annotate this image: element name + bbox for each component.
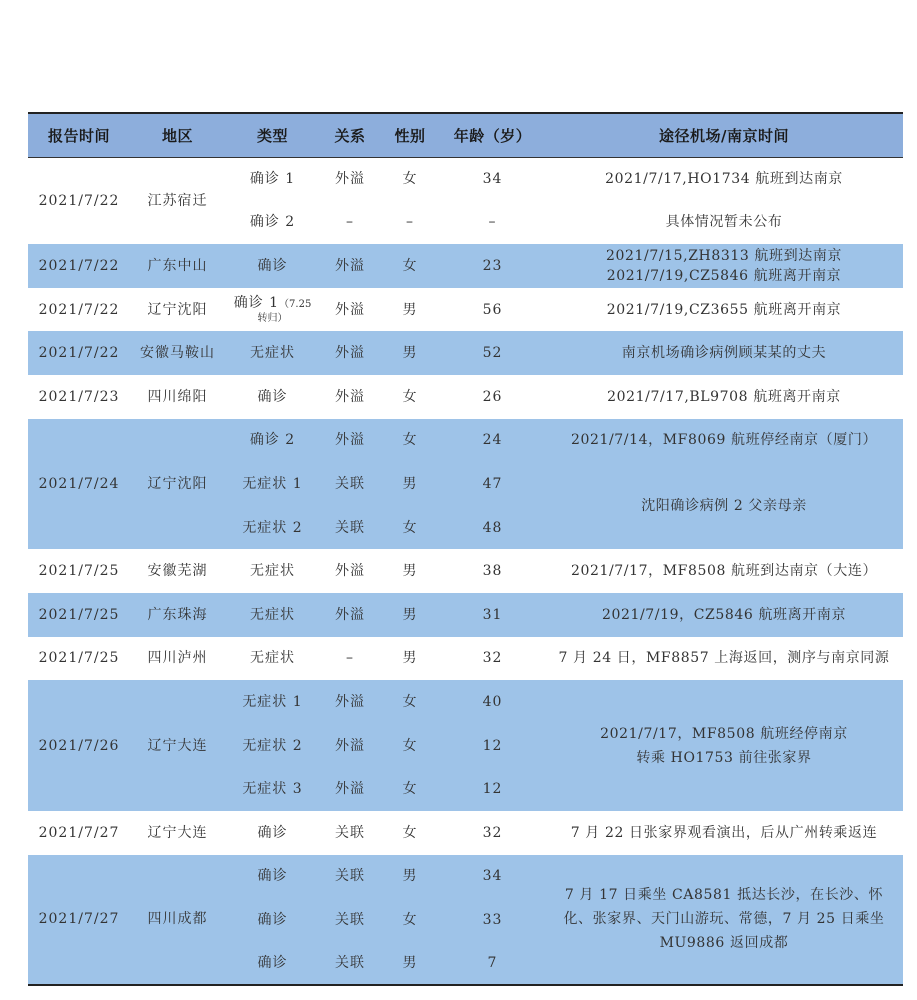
header-row [28, 113, 903, 157]
age-cell: 7 [440, 942, 545, 986]
relation-cell: 外溢 [335, 563, 365, 580]
table-row [28, 419, 903, 463]
gender-cell: 女 [380, 767, 440, 811]
header-relation: 关系 [320, 113, 380, 157]
route-line: 转乘 HO1753 前往张家界 [636, 749, 812, 766]
case-type-cell [225, 288, 320, 332]
age-cell: 12 [440, 724, 545, 768]
table-row [28, 375, 903, 419]
gender-cell: 女 [380, 898, 440, 942]
region-cell: 四川成都 [130, 855, 225, 986]
table-row [28, 680, 903, 724]
report-date-cell: 2021/7/25 [38, 650, 120, 667]
relation-cell: 外溢 [335, 301, 365, 318]
relation-cell: – [346, 650, 354, 667]
region-cell: 辽宁大连 [147, 824, 208, 841]
relation-cell: 外溢 [320, 680, 380, 724]
report-date-cell: 2021/7/27 [28, 855, 130, 986]
relation-cell: 外溢 [320, 593, 380, 637]
case-type-cell: 确诊 [225, 244, 320, 288]
route-cell [545, 462, 903, 549]
age-cell: 24 [440, 419, 545, 463]
report-date-cell: 2021/7/26 [28, 680, 130, 811]
route-line: 2021/7/17，MF8508 航班经停南京 [600, 725, 848, 742]
age-cell: 33 [440, 898, 545, 942]
region-cell: 四川泸州 [147, 650, 208, 667]
report-date-cell: 2021/7/22 [28, 244, 130, 288]
case-type-label: 确诊 1 [233, 294, 280, 311]
region-cell: 安徽芜湖 [147, 563, 208, 580]
gender-cell: 男 [380, 855, 440, 899]
header-region: 地区 [130, 113, 225, 157]
gender-cell: 女 [402, 171, 418, 188]
header-route: 途径机场/南京时间 [545, 113, 903, 157]
case-type-cell: 无症状 2 [225, 724, 320, 768]
age-cell: 31 [440, 593, 545, 637]
header-gender: 性别 [380, 113, 440, 157]
relation-cell: – [346, 214, 354, 231]
gender-cell: 女 [380, 506, 440, 550]
age-cell: 32 [482, 824, 503, 841]
report-date-cell: 2021/7/25 [38, 563, 120, 580]
relation-cell: 关联 [320, 942, 380, 986]
relation-cell: 关联 [320, 506, 380, 550]
gender-cell: 女 [402, 824, 418, 841]
gender-cell: – [406, 214, 414, 231]
route-line: MU9886 返回成都 [659, 935, 789, 952]
route-line: 2021/7/17,BL9708 航班离开南京 [607, 388, 841, 405]
case-type-cell: 确诊 2 [225, 419, 320, 463]
region-cell: 广东中山 [130, 244, 225, 288]
route-cell [545, 680, 903, 811]
case-type-cell: 确诊 2 [249, 214, 296, 231]
age-cell: 34 [440, 855, 545, 899]
age-cell: 52 [440, 331, 545, 375]
route-line: 7 月 17 日乘坐 CA8581 抵达长沙，在长沙、怀 [564, 887, 884, 904]
header-type: 类型 [225, 113, 320, 157]
relation-cell: 外溢 [335, 171, 365, 188]
case-type-cell: 确诊 [225, 942, 320, 986]
route-line: 7 月 22 日张家界观看演出，后从广州转乘返连 [570, 824, 878, 841]
table-row [28, 855, 903, 899]
route-line: 2021/7/17，MF8508 航班到达南京（大连） [570, 563, 878, 580]
gender-cell: 男 [380, 942, 440, 986]
report-date-cell: 2021/7/22 [28, 331, 130, 375]
table-row [28, 157, 903, 201]
gender-cell: 女 [380, 724, 440, 768]
region-cell: 辽宁大连 [130, 680, 225, 811]
age-cell: 38 [482, 563, 503, 580]
table-row [28, 288, 903, 332]
route-cell [545, 244, 903, 288]
route-cell [545, 331, 903, 375]
gender-cell: 男 [380, 331, 440, 375]
case-type-cell: 无症状 3 [225, 767, 320, 811]
report-date-cell: 2021/7/27 [38, 824, 120, 841]
route-line: 南京机场确诊病例顾某某的丈夫 [621, 345, 827, 362]
relation-cell: 外溢 [320, 331, 380, 375]
route-line: 2021/7/19,CZ5846 航班离开南京 [606, 267, 842, 284]
age-cell: – [488, 214, 497, 231]
gender-cell: 男 [380, 593, 440, 637]
case-type-cell: 无症状 [225, 331, 320, 375]
route-cell [545, 637, 903, 681]
table-row [28, 811, 903, 855]
case-type-cell: 无症状 2 [225, 506, 320, 550]
gender-cell: 女 [380, 419, 440, 463]
report-date-cell: 2021/7/23 [38, 388, 120, 405]
gender-cell: 女 [380, 244, 440, 288]
relation-cell: 外溢 [320, 767, 380, 811]
route-line: 2021/7/17,HO1734 航班到达南京 [605, 171, 843, 188]
case-type-cell: 无症状 1 [225, 462, 320, 506]
route-cell [545, 157, 903, 201]
region-cell: 辽宁沈阳 [130, 419, 225, 550]
case-type-cell: 无症状 [250, 650, 295, 667]
route-line: 沈阳确诊病例 2 父亲母亲 [641, 497, 807, 514]
relation-cell: 关联 [320, 855, 380, 899]
report-date-cell: 2021/7/24 [28, 419, 130, 550]
route-cell [545, 201, 903, 245]
relation-cell: 关联 [335, 824, 365, 841]
age-cell: 23 [440, 244, 545, 288]
case-type-note: 转归） [257, 312, 288, 324]
gender-cell: 男 [380, 462, 440, 506]
route-line: 7 月 24 日，MF8857 上海返回，测序与南京同源 [558, 650, 890, 667]
table-row [28, 549, 903, 593]
route-cell [545, 811, 903, 855]
age-cell: 48 [440, 506, 545, 550]
route-line: 2021/7/15,ZH8313 航班到达南京 [605, 247, 843, 264]
region-cell: 江苏宿迁 [147, 192, 208, 209]
case-type-cell: 确诊 [225, 898, 320, 942]
gender-cell: 男 [402, 650, 418, 667]
gender-cell: 男 [402, 563, 418, 580]
relation-cell: 关联 [320, 462, 380, 506]
table-row [28, 637, 903, 681]
report-date-cell: 2021/7/22 [38, 192, 120, 209]
relation-cell: 外溢 [320, 724, 380, 768]
age-cell: 34 [482, 171, 503, 188]
route-line: 2021/7/19，CZ5846 航班离开南京 [601, 606, 847, 623]
relation-cell: 外溢 [335, 388, 365, 405]
region-cell: 辽宁沈阳 [147, 301, 208, 318]
route-line: 2021/7/19,CZ3655 航班离开南京 [606, 301, 842, 318]
age-cell: 56 [482, 301, 503, 318]
route-cell [545, 288, 903, 332]
case-type-cell: 确诊 [225, 855, 320, 899]
route-line: 化、张家界、天门山游玩、常德，7 月 25 日乘坐 [563, 911, 885, 928]
header-age: 年龄（岁） [440, 113, 545, 157]
gender-cell: 女 [380, 680, 440, 724]
route-cell [545, 593, 903, 637]
report-date-cell: 2021/7/25 [28, 593, 130, 637]
table-row [28, 593, 903, 637]
case-type-cell: 确诊 [257, 388, 288, 405]
region-cell: 四川绵阳 [147, 388, 208, 405]
gender-cell: 女 [402, 388, 418, 405]
case-type-cell: 无症状 1 [225, 680, 320, 724]
route-cell [545, 375, 903, 419]
age-cell: 12 [440, 767, 545, 811]
age-cell: 32 [482, 650, 503, 667]
route-cell [545, 855, 903, 986]
region-cell: 广东珠海 [130, 593, 225, 637]
route-cell [545, 419, 903, 463]
report-date-cell: 2021/7/22 [38, 301, 120, 318]
table-row [28, 331, 903, 375]
relation-cell: 外溢 [320, 244, 380, 288]
age-cell: 47 [440, 462, 545, 506]
route-cell [545, 549, 903, 593]
case-type-cell: 确诊 [257, 824, 288, 841]
case-type-cell: 无症状 [250, 563, 295, 580]
region-cell: 安徽马鞍山 [130, 331, 225, 375]
case-table [28, 112, 903, 986]
table-row [28, 244, 903, 288]
header-report-date: 报告时间 [28, 113, 130, 157]
age-cell: 40 [440, 680, 545, 724]
gender-cell: 男 [402, 301, 418, 318]
case-type-note: （7.25 [279, 298, 312, 310]
case-type-cell: 无症状 [225, 593, 320, 637]
route-line: 具体情况暂未公布 [665, 214, 783, 231]
age-cell: 26 [482, 388, 503, 405]
case-type-cell: 确诊 1 [249, 171, 296, 188]
relation-cell: 外溢 [320, 419, 380, 463]
relation-cell: 关联 [320, 898, 380, 942]
route-line: 2021/7/14，MF8069 航班停经南京（厦门） [570, 432, 878, 449]
